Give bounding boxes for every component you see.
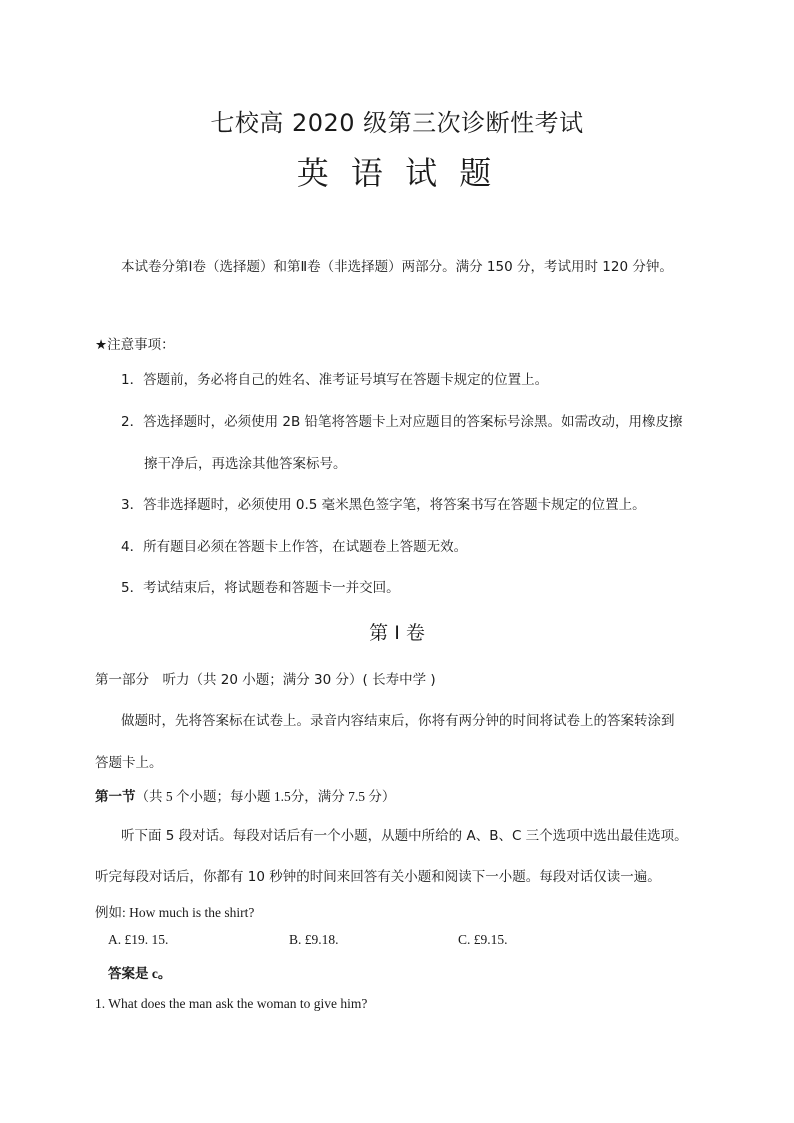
part1-instruction-line2: 答题卡上。 [95,755,163,771]
exam-title: 七校高 2020 级第三次诊断性考试 [210,109,584,137]
notice-item-3: 3．答非选择题时，必须使用 0.5 毫米黑色签字笔，将答案书写在答题卡规定的位置上。 [121,497,646,513]
question-1: 1. What does the man ask the woman to give him? [95,996,368,1011]
example-option-c: C. £9.15. [458,932,508,947]
notice-item-5: 5．考试结束后，将试题卷和答题卡一并交回。 [121,580,400,596]
example-option-a: A. £19. 15. [108,932,169,947]
notice-item-2: 2．答选择题时，必须使用 2B 铅笔将答题卡上对应题目的答案标号涂黑。如需改动，用橡皮擦 [121,414,683,430]
example-answer: 答案是 c。 [108,966,172,981]
intro-text: 本试卷分第Ⅰ卷（选择题）和第Ⅱ卷（非选择题）两部分。满分 150 分，考试用时 120 分钟。 [121,259,673,275]
section1-heading [95,785,395,805]
notice-item-4: 4．所有题目必须在答题卡上作答，在试题卷上答题无效。 [121,539,468,555]
part1-heading: 第一部分 听力（共 20 小题；满分 30 分）( 长寿中学 ) [95,672,436,688]
notice-item-2-cont: 擦干净后，再选涂其他答案标号。 [144,456,347,472]
part1-instruction-line1: 做题时，先将答案标在试卷上。录音内容结束后，你将有两分钟的时间将试卷上的答案转涂到 [121,713,675,729]
section1-instruction-line1: 听下面 5 段对话。每段对话后有一个小题，从题中所给的 A、B、C 三个选项中选出最佳选项。 [121,828,688,844]
section1-heading-detail: （共 5 个小题；每小题 1.5分，满分 7.5 分） [135,789,396,804]
notice-item-1: 1．答题前，务必将自己的姓名、准考证号填写在答题卡规定的位置上。 [121,372,549,388]
example-option-b: B. £9.18. [289,932,339,947]
notice-heading: ★注意事项： [95,337,175,353]
section1-instruction-line2: 听完每段对话后，你都有 10 秒钟的时间来回答有关小题和阅读下一小题。每段对话仅读一遍。 [95,869,661,885]
volume-title: 第 I 卷 [369,622,425,644]
example-question: 例如: How much is the shirt? [95,905,255,920]
subject-title: 英 语 试 题 [296,154,498,192]
section1-heading-label: 第一节 [95,789,136,804]
